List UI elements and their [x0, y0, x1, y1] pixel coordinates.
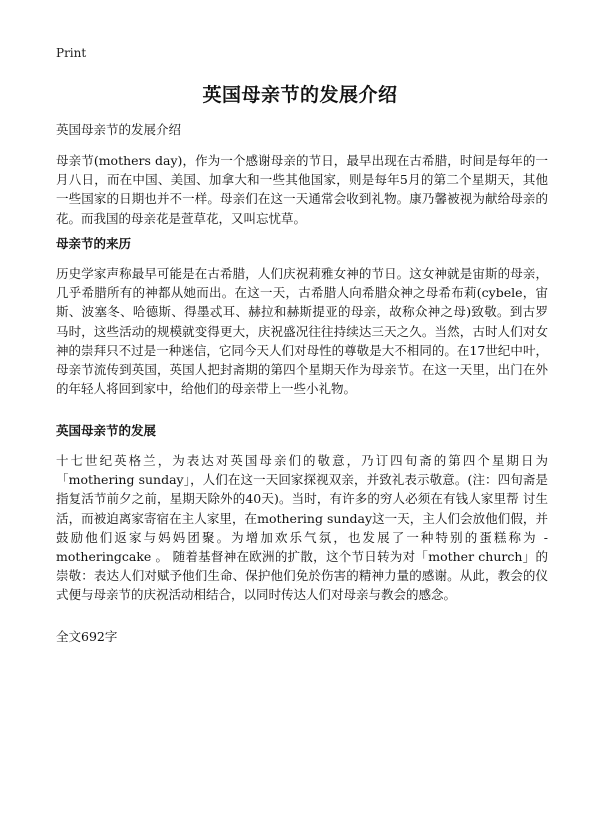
intro-paragraph: 母亲节(mothers day)，作为一个感谢母亲的节日，最早出现在古希腊，时间是每年的一月八日，而在中国、美国、加拿大和一些其他国家，则是每年5月的第二个星期天，其他一些国家的日期也并不一样。母亲们在这一天通常会收到礼物。康乃馨被视为献给母亲的花。而我国的母亲花是萱草花，又叫忘忧草。 — [56, 153, 548, 226]
section-heading-development: 英国母亲节的发展 — [56, 423, 157, 438]
development-paragraph: 十七世纪英格兰，为表达对英国母亲们的敬意，乃订四旬斋的第四个星期日为「mothering sunday」，人们在这一天回家探视双亲，并致礼表示敬意。(注：四旬斋是指复活节前夕之前，星期天除外的40天)。当时，有许多的穷人必须在有钱人家里帮 讨生活，而被迫离家寄宿在主人家里，在mothering sunday这一天，主人们会放他们假，并鼓励他们返家与妈妈团聚。为增加欢乐气氛，也发展了一种特别的蛋糕称为 -motheringcake 。 随着基督神在欧洲的扩散，这个节日转为对「mother church」的崇敬：表达人们对赋予他们生命、保护他们免於伤害的精神力量的感谢。从此，教会的仪式便与母亲节的庆祝活动相结合，以同时传达人们对母亲与教会的感念。 — [56, 453, 548, 603]
print-link[interactable]: Print — [56, 46, 87, 60]
section-heading-origin: 母亲节的来历 — [56, 236, 132, 251]
origin-paragraph: 历史学家声称最早可能是在古希腊，人们庆祝莉雅女神的节日。这女神就是宙斯的母亲，几乎希腊所有的神都从她而出。在这一天，古希腊人向希腊众神之母希布莉(cybele，宙斯、波塞冬、哈德斯、得墨忒耳、赫拉和赫斯提亚的母亲，故称众神之母)致敬。到古罗马时，这些活动的规模就变得更大，庆祝盛况往往持续达三天之久。当然，古时人们对女神的崇拜只不过是一种迷信，它同今天人们对母性的尊敬是大不相同的。在17世纪中叶，母亲节流传到英国，英国人把封斋期的第四个星期天作为母亲节。在这一天里，出门在外的年轻人将回到家中，给他们的母亲带上一些小礼物。 — [56, 266, 548, 397]
document-subtitle: 英国母亲节的发展介绍 — [56, 122, 182, 137]
word-count: 全文692字 — [56, 629, 118, 644]
page-title: 英国母亲节的发展介绍 — [202, 84, 398, 106]
